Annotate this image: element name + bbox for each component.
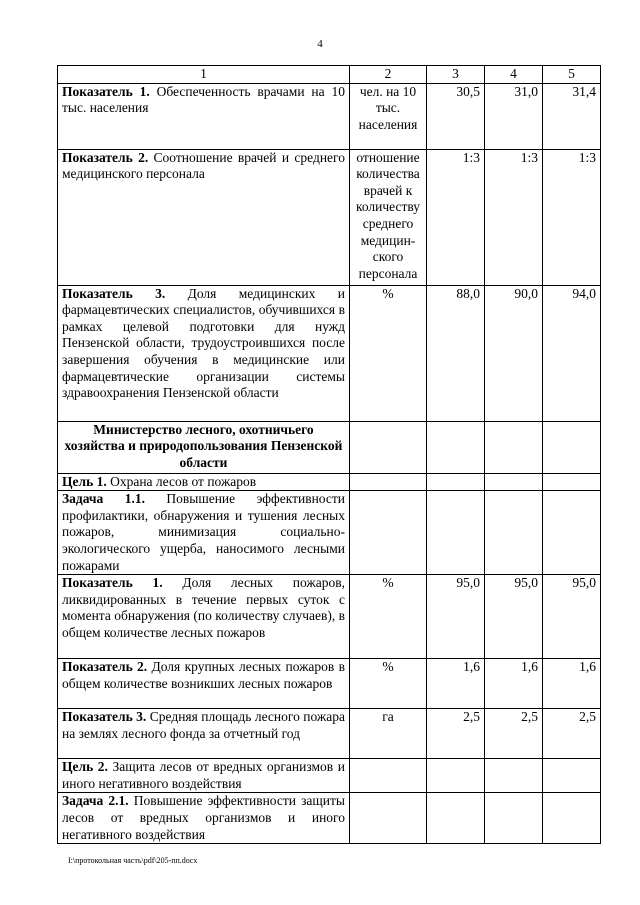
- unit-cell: отношение количества врачей к количеству среднего медицин-ского персонала: [350, 149, 427, 285]
- indicator-text: Доля крупных лесных пожаров в общем количестве возникших лесных пожаров: [62, 659, 345, 691]
- empty-cell: [485, 793, 543, 844]
- unit-cell: га: [350, 709, 427, 759]
- table-row: [58, 709, 601, 759]
- unit-cell: %: [350, 575, 427, 659]
- goal-name: Цель 1.: [62, 473, 107, 489]
- table-row: [58, 285, 601, 421]
- empty-cell: [485, 473, 543, 491]
- table-row: [58, 421, 601, 473]
- table-row: [58, 149, 601, 285]
- header-col-2: 2: [350, 66, 427, 84]
- empty-cell: [543, 473, 601, 491]
- table-row: [58, 575, 601, 659]
- value-col-5: 1,6: [543, 659, 601, 709]
- value-col-4: 31,0: [485, 83, 543, 149]
- header-col-1: 1: [58, 66, 350, 84]
- unit-cell: %: [350, 659, 427, 709]
- empty-cell: [350, 421, 427, 473]
- ministry-heading: Министерство лесного, охотничьего хозяйства и природопользования Пензенской области: [58, 421, 350, 473]
- table-row: [58, 793, 601, 844]
- value-col-5: 31,4: [543, 83, 601, 149]
- unit-cell: чел. на 10 тыс. населения: [350, 83, 427, 149]
- file-path-footer: I:\протокольная часть\pdf\205-пп.docx: [68, 856, 198, 865]
- empty-cell: [427, 491, 485, 575]
- empty-cell: [543, 793, 601, 844]
- value-col-3: 1:3: [427, 149, 485, 285]
- task-description: [58, 793, 350, 844]
- indicator-name: Показатель 2.: [62, 659, 148, 675]
- empty-cell: [543, 491, 601, 575]
- indicator-name: Показатель 3.: [62, 285, 166, 301]
- value-col-5: 2,5: [543, 709, 601, 759]
- value-col-5: 94,0: [543, 285, 601, 421]
- value-col-4: 90,0: [485, 285, 543, 421]
- indicator-text: Доля лесных пожаров, ликвидированных в течение первых суток с момента обнаружения (по количеству случаев), в общем количестве лесных пожаров: [62, 575, 345, 640]
- empty-cell: [485, 759, 543, 793]
- empty-cell: [350, 759, 427, 793]
- table-row: [58, 759, 601, 793]
- empty-cell: [427, 421, 485, 473]
- empty-cell: [485, 421, 543, 473]
- unit-cell: %: [350, 285, 427, 421]
- task-name: Задача 2.1.: [62, 793, 129, 809]
- header-col-3: 3: [427, 66, 485, 84]
- empty-cell: [543, 421, 601, 473]
- value-col-4: 95,0: [485, 575, 543, 659]
- header-col-5: 5: [543, 66, 601, 84]
- value-col-3: 1,6: [427, 659, 485, 709]
- goal-name: Цель 2.: [62, 759, 108, 775]
- goal-description: [58, 473, 350, 491]
- indicator-description: [58, 83, 350, 149]
- table-header-row: [58, 66, 601, 84]
- table-row: [58, 491, 601, 575]
- header-col-4: 4: [485, 66, 543, 84]
- value-col-5: 1:3: [543, 149, 601, 285]
- goal-text: Защита лесов от вредных организмов и иного негативного воздействия: [62, 759, 345, 791]
- empty-cell: [485, 491, 543, 575]
- empty-cell: [350, 473, 427, 491]
- indicator-name: Показатель 3.: [62, 709, 147, 725]
- page-number: 4: [317, 38, 323, 50]
- value-col-3: 88,0: [427, 285, 485, 421]
- goal-text: Охрана лесов от пожаров: [110, 473, 257, 489]
- value-col-4: 1:3: [485, 149, 543, 285]
- table-row: [58, 659, 601, 709]
- value-col-4: 1,6: [485, 659, 543, 709]
- task-text: Повышение эффективности защиты лесов от вредных организмов и иного негативного воздействия: [62, 793, 346, 842]
- value-col-3: 95,0: [427, 575, 485, 659]
- task-name: Задача 1.1.: [62, 491, 145, 507]
- value-col-5: 95,0: [543, 575, 601, 659]
- indicator-description: [58, 709, 350, 759]
- empty-cell: [350, 793, 427, 844]
- indicator-name: Показатель 1.: [62, 83, 150, 99]
- indicator-text: Средняя площадь лесного пожара на землях лесного фонда за отчетный год: [62, 709, 345, 741]
- goal-description: [58, 759, 350, 793]
- indicator-text: Доля медицинских и фармацевтических специалистов, обучившихся в рамках целевой подготовки для нужд Пензенской области, трудоустроившихся после завершения обучения в медицинские или фармацевтические организации системы здравоохранения Пензенской области: [62, 285, 345, 401]
- indicators-table: [57, 65, 601, 844]
- empty-cell: [427, 759, 485, 793]
- indicator-description: [58, 149, 350, 285]
- value-col-3: 30,5: [427, 83, 485, 149]
- indicator-text: Соотношение врачей и среднего медицинского персонала: [62, 149, 345, 182]
- empty-cell: [427, 793, 485, 844]
- empty-cell: [543, 759, 601, 793]
- task-description: [58, 491, 350, 575]
- indicator-description: [58, 575, 350, 659]
- value-col-4: 2,5: [485, 709, 543, 759]
- table-row: [58, 83, 601, 149]
- indicator-description: [58, 285, 350, 421]
- table-row: [58, 473, 601, 491]
- indicator-name: Показатель 2.: [62, 149, 149, 165]
- task-text: Повышение эффективности профилактики, обнаружения и тушения лесных пожаров, минимизация социально-экологического ущерба, наносимого лесными пожарами: [62, 491, 345, 573]
- indicator-name: Показатель 1.: [62, 575, 163, 591]
- empty-cell: [350, 491, 427, 575]
- indicator-text: Обеспеченность врачами на 10 тыс. населения: [62, 83, 345, 116]
- indicator-description: [58, 659, 350, 709]
- empty-cell: [427, 473, 485, 491]
- value-col-3: 2,5: [427, 709, 485, 759]
